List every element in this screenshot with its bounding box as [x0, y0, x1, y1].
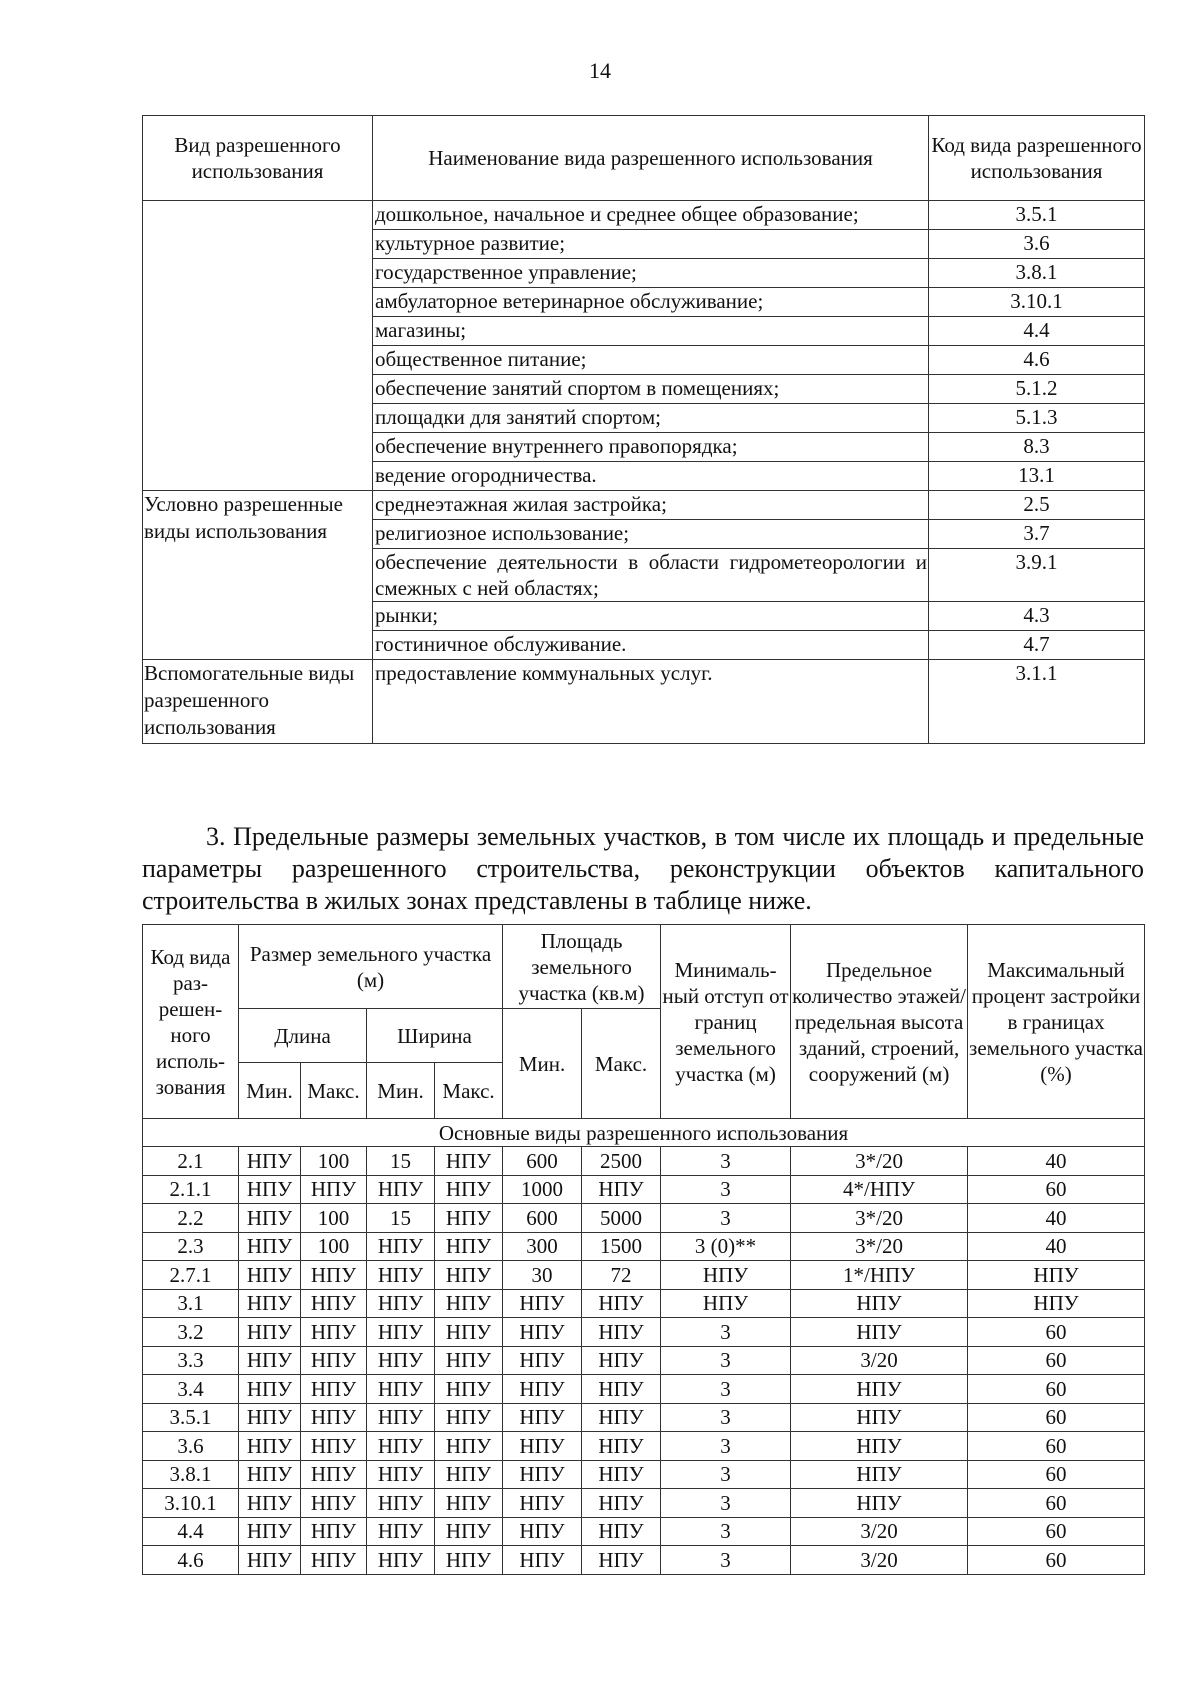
coverage-cell: 60 — [968, 1489, 1145, 1518]
length-min-cell: НПУ — [239, 1517, 301, 1546]
setback-cell: НПУ — [661, 1261, 791, 1290]
coverage-cell: 60 — [968, 1460, 1145, 1489]
use-name-cell: ведение огородничества. — [373, 462, 929, 491]
coverage-cell: 60 — [968, 1375, 1145, 1404]
length-max-cell: НПУ — [301, 1346, 367, 1375]
use-code-cell: 3.9.1 — [929, 549, 1145, 602]
area-min-cell: НПУ — [503, 1517, 582, 1546]
use-code-cell: 5.1.3 — [929, 404, 1145, 433]
area-min-cell: НПУ — [503, 1489, 582, 1518]
area-max-cell: НПУ — [582, 1460, 661, 1489]
length-max-cell: НПУ — [301, 1403, 367, 1432]
header-floors: Предельное количество этажей/ предельная высота зданий, строений, сооружений (м) — [791, 925, 968, 1119]
width-max-cell: НПУ — [435, 1403, 503, 1432]
width-min-cell: НПУ — [367, 1375, 435, 1404]
group-cell-conditional: Условно разрешенные виды использования — [143, 491, 373, 660]
table-row — [143, 1232, 1145, 1261]
length-min-cell: НПУ — [239, 1346, 301, 1375]
setback-cell: 3 — [661, 1175, 791, 1204]
area-min-cell: НПУ — [503, 1318, 582, 1347]
floors-cell: НПУ — [791, 1460, 968, 1489]
code-cell: 3.6 — [143, 1432, 239, 1461]
use-code-cell: 2.5 — [929, 491, 1145, 520]
coverage-cell: 60 — [968, 1175, 1145, 1204]
setback-cell: 3 — [661, 1147, 791, 1176]
use-code-cell: 4.3 — [929, 602, 1145, 631]
length-max-cell: НПУ — [301, 1517, 367, 1546]
width-max-cell: НПУ — [435, 1346, 503, 1375]
length-min-cell: НПУ — [239, 1460, 301, 1489]
table-row — [143, 1175, 1145, 1204]
table-row — [143, 491, 1145, 520]
floors-cell: 3*/20 — [791, 1147, 968, 1176]
area-max-cell: НПУ — [582, 1432, 661, 1461]
header-name: Наименование вида разрешенного использования — [373, 116, 929, 201]
table-row — [143, 1318, 1145, 1347]
table-row — [143, 1432, 1145, 1461]
table-row — [143, 1546, 1145, 1575]
table-row — [143, 1346, 1145, 1375]
width-min-cell: НПУ — [367, 1403, 435, 1432]
width-max-cell: НПУ — [435, 1489, 503, 1518]
table-row — [143, 1489, 1145, 1518]
use-code-cell: 3.7 — [929, 520, 1145, 549]
area-max-cell: 2500 — [582, 1147, 661, 1176]
area-max-cell: 5000 — [582, 1204, 661, 1233]
use-name-cell: гостиничное обслуживание. — [373, 631, 929, 660]
width-max-cell: НПУ — [435, 1432, 503, 1461]
coverage-cell: 60 — [968, 1318, 1145, 1347]
use-name-cell: общественное питание; — [373, 346, 929, 375]
coverage-cell: 40 — [968, 1232, 1145, 1261]
use-name-cell: рынки; — [373, 602, 929, 631]
plot-parameters-table — [142, 924, 1145, 1575]
use-code-cell: 3.6 — [929, 230, 1145, 259]
header-kind: Вид разрешенного использования — [143, 116, 373, 201]
code-cell: 2.1 — [143, 1147, 239, 1176]
width-max-cell: НПУ — [435, 1175, 503, 1204]
use-name-cell: обеспечение деятельности в области гидрометеорологии и смежных с ней областях; — [373, 549, 929, 602]
length-max-cell: 100 — [301, 1232, 367, 1261]
permitted-use-table — [142, 115, 1145, 744]
area-min-cell: НПУ — [503, 1375, 582, 1404]
width-min-cell: НПУ — [367, 1289, 435, 1318]
setback-cell: НПУ — [661, 1289, 791, 1318]
header-area: Площадь земельного участка (кв.м) — [503, 925, 661, 1009]
header-width-min: Мин. — [367, 1063, 435, 1119]
use-name-cell: государственное управление; — [373, 259, 929, 288]
width-max-cell: НПУ — [435, 1517, 503, 1546]
area-min-cell: НПУ — [503, 1346, 582, 1375]
width-min-cell: НПУ — [367, 1460, 435, 1489]
width-min-cell: НПУ — [367, 1175, 435, 1204]
area-max-cell: 1500 — [582, 1232, 661, 1261]
coverage-cell: 60 — [968, 1517, 1145, 1546]
code-cell: 4.4 — [143, 1517, 239, 1546]
setback-cell: 3 — [661, 1517, 791, 1546]
length-max-cell: НПУ — [301, 1261, 367, 1290]
length-max-cell: 100 — [301, 1147, 367, 1176]
use-code-cell: 8.3 — [929, 433, 1145, 462]
area-max-cell: НПУ — [582, 1346, 661, 1375]
floors-cell: НПУ — [791, 1432, 968, 1461]
code-cell: 2.7.1 — [143, 1261, 239, 1290]
length-max-cell: НПУ — [301, 1432, 367, 1461]
header-plot-size: Размер земельного участка (м) — [239, 925, 503, 1009]
area-max-cell: НПУ — [582, 1175, 661, 1204]
use-name-cell: обеспечение внутреннего правопорядка; — [373, 433, 929, 462]
area-max-cell: НПУ — [582, 1403, 661, 1432]
header-length-max: Макс. — [301, 1063, 367, 1119]
code-cell: 3.4 — [143, 1375, 239, 1404]
width-max-cell: НПУ — [435, 1318, 503, 1347]
width-min-cell: НПУ — [367, 1261, 435, 1290]
width-max-cell: НПУ — [435, 1232, 503, 1261]
coverage-cell: НПУ — [968, 1289, 1145, 1318]
header-length: Длина — [239, 1009, 367, 1063]
setback-cell: 3 — [661, 1460, 791, 1489]
header-width: Ширина — [367, 1009, 503, 1063]
use-name-cell: среднеэтажная жилая застройка; — [373, 491, 929, 520]
code-cell: 3.5.1 — [143, 1403, 239, 1432]
length-min-cell: НПУ — [239, 1147, 301, 1176]
use-name-cell: дошкольное, начальное и среднее общее образование; — [373, 201, 929, 230]
use-code-cell: 5.1.2 — [929, 375, 1145, 404]
length-max-cell: НПУ — [301, 1375, 367, 1404]
width-min-cell: НПУ — [367, 1232, 435, 1261]
length-max-cell: НПУ — [301, 1289, 367, 1318]
table-row — [143, 1261, 1145, 1290]
floors-cell: НПУ — [791, 1289, 968, 1318]
width-min-cell: 15 — [367, 1204, 435, 1233]
floors-cell: 3/20 — [791, 1546, 968, 1575]
group-cell-auxiliary: Вспомогательные виды разрешенного использования — [143, 660, 373, 744]
plot-parameters-body — [143, 1119, 1145, 1575]
table-header-row — [143, 116, 1145, 201]
width-min-cell: НПУ — [367, 1432, 435, 1461]
use-code-cell: 13.1 — [929, 462, 1145, 491]
header-code: Код вида раз- решен- ного исполь- зования — [143, 925, 239, 1119]
page-number: 14 — [589, 58, 611, 83]
length-max-cell: НПУ — [301, 1546, 367, 1575]
setback-cell: 3 — [661, 1318, 791, 1347]
length-min-cell: НПУ — [239, 1403, 301, 1432]
use-code-cell: 3.10.1 — [929, 288, 1145, 317]
table-row — [143, 1403, 1145, 1432]
length-max-cell: НПУ — [301, 1460, 367, 1489]
table-row — [143, 1517, 1145, 1546]
code-cell: 4.6 — [143, 1546, 239, 1575]
section-row — [143, 1119, 1145, 1147]
table-row — [143, 1375, 1145, 1404]
table-row — [143, 1147, 1145, 1176]
width-min-cell: 15 — [367, 1147, 435, 1176]
width-max-cell: НПУ — [435, 1261, 503, 1290]
floors-cell: 1*/НПУ — [791, 1261, 968, 1290]
area-min-cell: 30 — [503, 1261, 582, 1290]
setback-cell: 3 — [661, 1432, 791, 1461]
width-min-cell: НПУ — [367, 1489, 435, 1518]
floors-cell: НПУ — [791, 1318, 968, 1347]
length-min-cell: НПУ — [239, 1261, 301, 1290]
floors-cell: 3/20 — [791, 1346, 968, 1375]
header-area-min: Мин. — [503, 1009, 582, 1119]
coverage-cell: 60 — [968, 1403, 1145, 1432]
setback-cell: 3 (0)** — [661, 1232, 791, 1261]
width-max-cell: НПУ — [435, 1147, 503, 1176]
length-max-cell: 100 — [301, 1204, 367, 1233]
width-max-cell: НПУ — [435, 1375, 503, 1404]
table-row — [143, 1204, 1145, 1233]
use-name-cell: амбулаторное ветеринарное обслуживание; — [373, 288, 929, 317]
use-name-cell: обеспечение занятий спортом в помещениях; — [373, 375, 929, 404]
floors-cell: 4*/НПУ — [791, 1175, 968, 1204]
coverage-cell: 60 — [968, 1432, 1145, 1461]
area-max-cell: НПУ — [582, 1289, 661, 1318]
floors-cell: 3*/20 — [791, 1204, 968, 1233]
length-min-cell: НПУ — [239, 1375, 301, 1404]
area-min-cell: 1000 — [503, 1175, 582, 1204]
width-min-cell: НПУ — [367, 1546, 435, 1575]
section-paragraph: 3. Предельные размеры земельных участков, в том числе их площадь и предельные параметры разрешенного строительства, реконструкции объектов капитального строительства в жилых зонах представлены в таблице ниже. — [142, 822, 1144, 915]
area-min-cell: 600 — [503, 1204, 582, 1233]
code-cell: 3.10.1 — [143, 1489, 239, 1518]
area-max-cell: НПУ — [582, 1517, 661, 1546]
width-min-cell: НПУ — [367, 1517, 435, 1546]
code-cell: 3.1 — [143, 1289, 239, 1318]
floors-cell: НПУ — [791, 1375, 968, 1404]
width-max-cell: НПУ — [435, 1289, 503, 1318]
header-coverage: Максимальный процент застройки в границах земельного участка (%) — [968, 925, 1145, 1119]
area-min-cell: 600 — [503, 1147, 582, 1176]
section-title: Основные виды разрешенного использования — [143, 1119, 1145, 1147]
area-max-cell: НПУ — [582, 1375, 661, 1404]
area-min-cell: 300 — [503, 1232, 582, 1261]
code-cell: 3.8.1 — [143, 1460, 239, 1489]
setback-cell: 3 — [661, 1375, 791, 1404]
setback-cell: 3 — [661, 1489, 791, 1518]
setback-cell: 3 — [661, 1403, 791, 1432]
code-cell: 3.3 — [143, 1346, 239, 1375]
length-min-cell: НПУ — [239, 1289, 301, 1318]
use-code-cell: 4.6 — [929, 346, 1145, 375]
area-max-cell: 72 — [582, 1261, 661, 1290]
floors-cell: 3/20 — [791, 1517, 968, 1546]
area-min-cell: НПУ — [503, 1432, 582, 1461]
area-max-cell: НПУ — [582, 1318, 661, 1347]
coverage-cell: 40 — [968, 1204, 1145, 1233]
table-row — [143, 1289, 1145, 1318]
header-code: Код вида разрешенного использования — [929, 116, 1145, 201]
table-row — [143, 201, 1145, 230]
table-header-row — [143, 925, 1145, 1009]
use-code-cell: 3.5.1 — [929, 201, 1145, 230]
length-min-cell: НПУ — [239, 1489, 301, 1518]
area-min-cell: НПУ — [503, 1403, 582, 1432]
length-min-cell: НПУ — [239, 1204, 301, 1233]
table-row — [143, 1460, 1145, 1489]
code-cell: 2.1.1 — [143, 1175, 239, 1204]
setback-cell: 3 — [661, 1204, 791, 1233]
coverage-cell: 60 — [968, 1346, 1145, 1375]
width-max-cell: НПУ — [435, 1546, 503, 1575]
use-name-cell: предоставление коммунальных услуг. — [373, 660, 929, 744]
width-min-cell: НПУ — [367, 1346, 435, 1375]
width-min-cell: НПУ — [367, 1318, 435, 1347]
use-name-cell: культурное развитие; — [373, 230, 929, 259]
length-max-cell: НПУ — [301, 1489, 367, 1518]
use-code-cell: 4.4 — [929, 317, 1145, 346]
area-max-cell: НПУ — [582, 1546, 661, 1575]
header-setback: Минималь- ный отступ от границ земельного участка (м) — [661, 925, 791, 1119]
coverage-cell: 40 — [968, 1147, 1145, 1176]
length-min-cell: НПУ — [239, 1546, 301, 1575]
use-name-cell: религиозное использование; — [373, 520, 929, 549]
code-cell: 2.2 — [143, 1204, 239, 1233]
length-min-cell: НПУ — [239, 1175, 301, 1204]
table-row — [143, 660, 1145, 744]
floors-cell: НПУ — [791, 1489, 968, 1518]
length-min-cell: НПУ — [239, 1318, 301, 1347]
area-min-cell: НПУ — [503, 1289, 582, 1318]
floors-cell: 3*/20 — [791, 1232, 968, 1261]
length-max-cell: НПУ — [301, 1318, 367, 1347]
use-code-cell: 3.8.1 — [929, 259, 1145, 288]
width-max-cell: НПУ — [435, 1204, 503, 1233]
length-max-cell: НПУ — [301, 1175, 367, 1204]
area-min-cell: НПУ — [503, 1546, 582, 1575]
setback-cell: 3 — [661, 1546, 791, 1575]
area-max-cell: НПУ — [582, 1489, 661, 1518]
header-width-max: Макс. — [435, 1063, 503, 1119]
width-max-cell: НПУ — [435, 1460, 503, 1489]
header-area-max: Макс. — [582, 1009, 661, 1119]
use-name-cell: магазины; — [373, 317, 929, 346]
length-min-cell: НПУ — [239, 1432, 301, 1461]
use-code-cell: 4.7 — [929, 631, 1145, 660]
code-cell: 2.3 — [143, 1232, 239, 1261]
coverage-cell: НПУ — [968, 1261, 1145, 1290]
permitted-use-body — [143, 201, 1145, 744]
group-cell-continued — [143, 201, 373, 491]
setback-cell: 3 — [661, 1346, 791, 1375]
use-code-cell: 3.1.1 — [929, 660, 1145, 744]
use-name-cell: площадки для занятий спортом; — [373, 404, 929, 433]
area-min-cell: НПУ — [503, 1460, 582, 1489]
floors-cell: НПУ — [791, 1403, 968, 1432]
coverage-cell: 60 — [968, 1546, 1145, 1575]
length-min-cell: НПУ — [239, 1232, 301, 1261]
code-cell: 3.2 — [143, 1318, 239, 1347]
header-length-min: Мин. — [239, 1063, 301, 1119]
